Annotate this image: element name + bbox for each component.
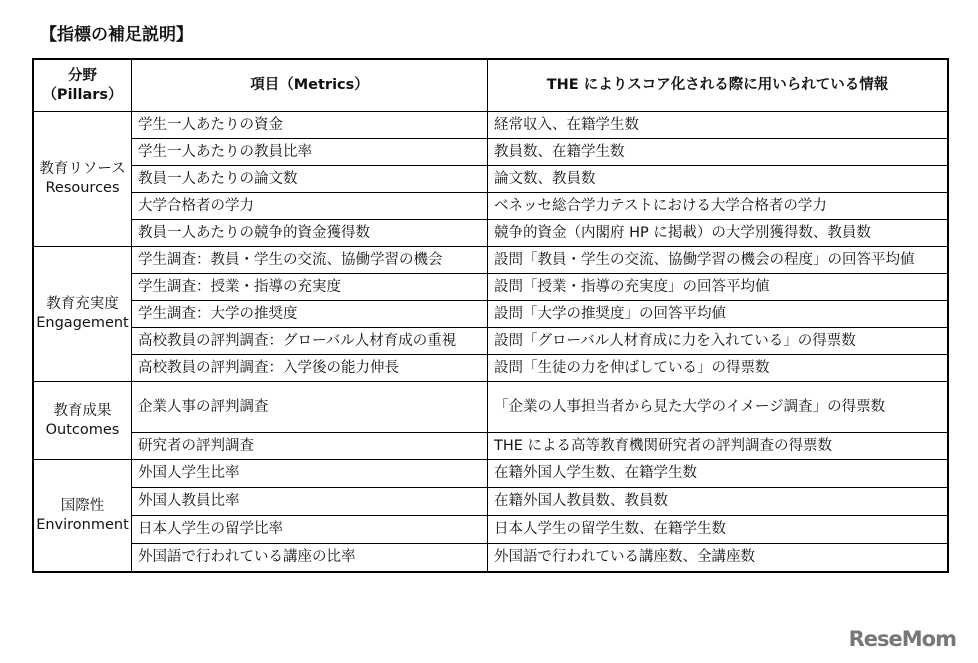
info-cell: 設問「教員・学生の交流、協働学習の機会の程度」の回答平均値 — [488, 247, 949, 274]
resemom-logo: ReseMom — [848, 627, 956, 651]
table-row — [33, 220, 948, 247]
metric-cell: 学生調査：教員・学生の交流、協働学習の機会 — [132, 247, 488, 274]
metric-cell: 学生調査：大学の推奨度 — [132, 301, 488, 328]
header-metrics: 項目（Metrics） — [132, 59, 488, 112]
info-cell: 設問「生徒の力を伸ばしている」の得票数 — [488, 355, 949, 382]
table-row — [33, 328, 948, 355]
metric-cell: 外国人教員比率 — [132, 488, 488, 516]
pillar-cell — [33, 460, 132, 573]
metric-cell: 研究者の評判調査 — [132, 433, 488, 460]
metric-cell: 学生一人あたりの資金 — [132, 112, 488, 139]
metric-cell: 高校教員の評判調査：入学後の能力伸長 — [132, 355, 488, 382]
info-cell: 外国語で行われている講座数、全講座数 — [488, 544, 949, 573]
header-pillars — [33, 59, 132, 112]
pillar-en: Environment — [36, 516, 129, 533]
table-row — [33, 247, 948, 274]
metric-cell: 外国語で行われている講座の比率 — [132, 544, 488, 573]
metric-cell: 日本人学生の留学比率 — [132, 516, 488, 544]
metric-cell: 企業人事の評判調査 — [132, 382, 488, 433]
table-row — [33, 274, 948, 301]
info-cell: 設問「グローバル人材育成に力を入れている」の得票数 — [488, 328, 949, 355]
info-cell: 「企業の人事担当者から見た大学のイメージ調査」の得票数 — [488, 382, 949, 433]
pillar-en: Resources — [45, 180, 120, 196]
table-row — [33, 433, 948, 460]
metrics-table — [32, 58, 949, 573]
metric-cell: 教員一人あたりの論文数 — [132, 166, 488, 193]
table-row — [33, 544, 948, 573]
info-cell: 経常収入、在籍学生数 — [488, 112, 949, 139]
pillar-ja: 教育充実度 — [46, 296, 119, 312]
table-row — [33, 139, 948, 166]
info-cell: 設問「大学の推奨度」の回答平均値 — [488, 301, 949, 328]
info-cell: 在籍外国人学生数、在籍学生数 — [488, 460, 949, 488]
metric-cell: 学生一人あたりの教員比率 — [132, 139, 488, 166]
table-row — [33, 112, 948, 139]
header-pillars-en: （Pillars） — [42, 86, 123, 103]
pillar-en: Engagement — [36, 315, 129, 331]
info-cell: 教員数、在籍学生数 — [488, 139, 949, 166]
pillar-en: Outcomes — [45, 421, 120, 438]
table-row — [33, 382, 948, 433]
info-cell: THE による高等教育機関研究者の評判調査の得票数 — [488, 433, 949, 460]
table-row — [33, 301, 948, 328]
metric-cell: 外国人学生比率 — [132, 460, 488, 488]
table-row — [33, 460, 948, 488]
header-pillars-ja: 分野 — [68, 67, 97, 84]
metric-cell: 学生調査：授業・指導の充実度 — [132, 274, 488, 301]
metric-cell: 高校教員の評判調査：グローバル人材育成の重視 — [132, 328, 488, 355]
metric-cell: 教員一人あたりの競争的資金獲得数 — [132, 220, 488, 247]
pillar-ja: 教育リソース — [39, 161, 126, 177]
pillar-cell — [33, 382, 132, 460]
table-row — [33, 355, 948, 382]
page-title: 【指標の補足説明】 — [40, 25, 193, 45]
info-cell: 日本人学生の留学生数、在籍学生数 — [488, 516, 949, 544]
pillar-cell — [33, 247, 132, 382]
info-cell: 設問「授業・指導の充実度」の回答平均値 — [488, 274, 949, 301]
table-row — [33, 488, 948, 516]
table-row — [33, 193, 948, 220]
table-header-row — [33, 59, 948, 112]
pillar-cell — [33, 112, 132, 247]
info-cell: 在籍外国人教員数、教員数 — [488, 488, 949, 516]
table-row — [33, 516, 948, 544]
header-info: THE によりスコア化される際に用いられている情報 — [488, 59, 949, 112]
pillar-ja: 教育成果 — [53, 402, 112, 419]
info-cell: ベネッセ総合学力テストにおける大学合格者の学力 — [488, 193, 949, 220]
metric-cell: 大学合格者の学力 — [132, 193, 488, 220]
table-row — [33, 166, 948, 193]
info-cell: 論文数、教員数 — [488, 166, 949, 193]
pillar-ja: 国際性 — [60, 497, 105, 514]
info-cell: 競争的資金（内閣府 HP に掲載）の大学別獲得数、教員数 — [488, 220, 949, 247]
